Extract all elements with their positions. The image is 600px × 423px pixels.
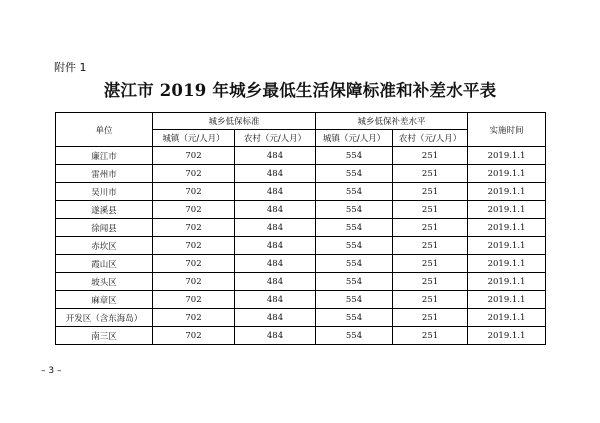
- cell-subsidy-urban: 554: [316, 237, 393, 255]
- cell-subsidy-rural: 251: [393, 327, 468, 345]
- cell-subsidy-urban: 554: [316, 219, 393, 237]
- table-row: [56, 165, 546, 183]
- table-row: [56, 309, 546, 327]
- cell-date: 2019.1.1: [468, 183, 546, 201]
- cell-subsidy-urban: 554: [316, 147, 393, 165]
- cell-unit: 霞山区: [56, 255, 153, 273]
- cell-date: 2019.1.1: [468, 237, 546, 255]
- header-date: 实施时间: [468, 113, 546, 147]
- cell-date: 2019.1.1: [468, 291, 546, 309]
- header-standard-urban: 城镇（元/人月）: [153, 130, 235, 147]
- table-row: [56, 327, 546, 345]
- cell-subsidy-urban: 554: [316, 291, 393, 309]
- cell-unit: 南三区: [56, 327, 153, 345]
- header-subsidy: 城乡低保补差水平: [316, 113, 468, 130]
- cell-unit: 坡头区: [56, 273, 153, 291]
- cell-standard-rural: 484: [235, 255, 316, 273]
- header-subsidy-rural: 农村（元/人月）: [393, 130, 468, 147]
- header-standard: 城乡低保标准: [153, 113, 316, 130]
- table-row: [56, 255, 546, 273]
- cell-subsidy-urban: 554: [316, 309, 393, 327]
- cell-standard-urban: 702: [153, 255, 235, 273]
- header-unit: 单位: [56, 113, 153, 147]
- table-row: [56, 201, 546, 219]
- cell-date: 2019.1.1: [468, 327, 546, 345]
- cell-date: 2019.1.1: [468, 309, 546, 327]
- cell-date: 2019.1.1: [468, 219, 546, 237]
- cell-subsidy-urban: 554: [316, 201, 393, 219]
- cell-subsidy-urban: 554: [316, 255, 393, 273]
- cell-standard-urban: 702: [153, 183, 235, 201]
- cell-subsidy-urban: 554: [316, 165, 393, 183]
- cell-subsidy-rural: 251: [393, 165, 468, 183]
- cell-standard-rural: 484: [235, 309, 316, 327]
- cell-unit: 赤坎区: [56, 237, 153, 255]
- subsistence-standard-table: [55, 112, 546, 345]
- cell-standard-rural: 484: [235, 237, 316, 255]
- table-row: [56, 147, 546, 165]
- cell-subsidy-urban: 554: [316, 273, 393, 291]
- cell-date: 2019.1.1: [468, 147, 546, 165]
- table-row: [56, 273, 546, 291]
- cell-standard-urban: 702: [153, 273, 235, 291]
- cell-standard-rural: 484: [235, 147, 316, 165]
- cell-subsidy-urban: 554: [316, 327, 393, 345]
- cell-unit: 遂溪县: [56, 201, 153, 219]
- cell-unit: 麻章区: [56, 291, 153, 309]
- cell-unit: 廉江市: [56, 147, 153, 165]
- cell-standard-urban: 702: [153, 165, 235, 183]
- cell-unit: 雷州市: [56, 165, 153, 183]
- cell-subsidy-rural: 251: [393, 255, 468, 273]
- header-subsidy-urban: 城镇（元/人月）: [316, 130, 393, 147]
- cell-subsidy-rural: 251: [393, 273, 468, 291]
- cell-subsidy-rural: 251: [393, 309, 468, 327]
- cell-subsidy-rural: 251: [393, 291, 468, 309]
- table-row: [56, 219, 546, 237]
- cell-standard-rural: 484: [235, 273, 316, 291]
- cell-unit: 吴川市: [56, 183, 153, 201]
- cell-subsidy-rural: 251: [393, 219, 468, 237]
- cell-unit: 开发区（含东海岛）: [56, 309, 153, 327]
- table-row: [56, 183, 546, 201]
- cell-unit: 徐闻县: [56, 219, 153, 237]
- table-row: [56, 291, 546, 309]
- cell-standard-rural: 484: [235, 201, 316, 219]
- cell-date: 2019.1.1: [468, 255, 546, 273]
- attachment-label: 附件 1: [54, 61, 87, 74]
- cell-standard-urban: 702: [153, 147, 235, 165]
- cell-subsidy-rural: 251: [393, 237, 468, 255]
- header-standard-rural: 农村（元/人月）: [235, 130, 316, 147]
- cell-standard-rural: 484: [235, 327, 316, 345]
- cell-date: 2019.1.1: [468, 273, 546, 291]
- table-header-row: [56, 113, 546, 130]
- cell-standard-urban: 702: [153, 309, 235, 327]
- cell-date: 2019.1.1: [468, 201, 546, 219]
- cell-standard-urban: 702: [153, 327, 235, 345]
- cell-standard-urban: 702: [153, 201, 235, 219]
- cell-standard-urban: 702: [153, 237, 235, 255]
- cell-standard-rural: 484: [235, 165, 316, 183]
- cell-subsidy-rural: 251: [393, 201, 468, 219]
- cell-standard-rural: 484: [235, 183, 316, 201]
- cell-subsidy-rural: 251: [393, 183, 468, 201]
- cell-standard-rural: 484: [235, 219, 316, 237]
- page-number: – 3 –: [41, 366, 62, 376]
- document-title: 湛江市 2019 年城乡最低生活保障标准和补差水平表: [103, 81, 497, 100]
- cell-standard-rural: 484: [235, 291, 316, 309]
- cell-standard-urban: 702: [153, 219, 235, 237]
- cell-subsidy-urban: 554: [316, 183, 393, 201]
- cell-subsidy-rural: 251: [393, 147, 468, 165]
- table-row: [56, 237, 546, 255]
- cell-standard-urban: 702: [153, 291, 235, 309]
- cell-date: 2019.1.1: [468, 165, 546, 183]
